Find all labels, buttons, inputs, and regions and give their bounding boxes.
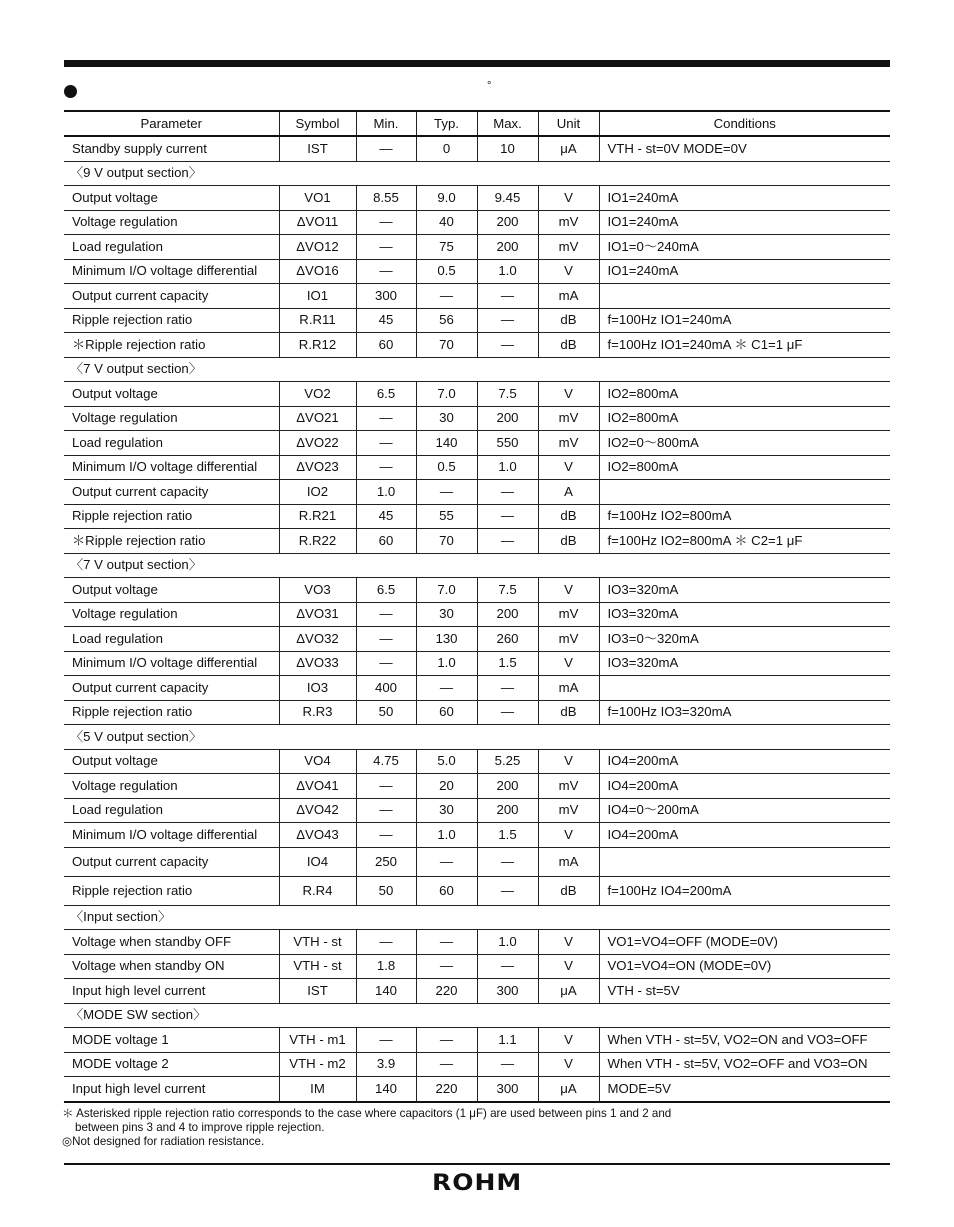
- parameter-cell: Ripple rejection ratio: [64, 876, 279, 905]
- conditions-cell: [599, 676, 890, 701]
- table-row: [64, 259, 890, 284]
- symbol-cell: ΔVO23: [279, 455, 356, 480]
- symbol-cell: IO1: [279, 284, 356, 309]
- min-cell: 3.9: [356, 1052, 416, 1077]
- min-cell: 250: [356, 847, 416, 876]
- table-row: [64, 1028, 890, 1053]
- min-cell: 60: [356, 529, 416, 554]
- typ-cell: 30: [416, 406, 477, 431]
- min-cell: —: [356, 602, 416, 627]
- section-row: [64, 357, 890, 382]
- conditions-cell: f=100Hz IO2=800mA ＊ C2=1 μF: [599, 529, 890, 554]
- footnote-asterisk-continued: between pins 3 and 4 to improve ripple rejection.: [75, 1121, 325, 1134]
- max-cell: 260: [477, 627, 538, 652]
- conditions-cell: IO2=0～800mA: [599, 431, 890, 456]
- symbol-cell: VO3: [279, 578, 356, 603]
- table-body: [64, 136, 890, 1102]
- symbol-cell: ΔVO33: [279, 651, 356, 676]
- parameter-cell: Load regulation: [64, 627, 279, 652]
- symbol-cell: ΔVO11: [279, 210, 356, 235]
- max-cell: —: [477, 847, 538, 876]
- section-label: 〈9 V output section〉: [64, 161, 890, 186]
- parameter-cell: MODE voltage 1: [64, 1028, 279, 1053]
- unit-cell: mV: [538, 602, 599, 627]
- unit-cell: μA: [538, 1077, 599, 1102]
- table-row: [64, 382, 890, 407]
- symbol-cell: R.R12: [279, 333, 356, 358]
- table-row: [64, 749, 890, 774]
- table-row: [64, 651, 890, 676]
- conditions-cell: IO1=0～240mA: [599, 235, 890, 260]
- symbol-cell: VTH - m1: [279, 1028, 356, 1053]
- conditions-cell: f=100Hz IO3=320mA: [599, 700, 890, 725]
- table-row: [64, 823, 890, 848]
- table-row: [64, 504, 890, 529]
- table-row: [64, 774, 890, 799]
- parameter-cell: Ripple rejection ratio: [64, 504, 279, 529]
- conditions-cell: IO1=240mA: [599, 259, 890, 284]
- min-cell: —: [356, 455, 416, 480]
- typ-cell: —: [416, 847, 477, 876]
- typ-cell: 70: [416, 529, 477, 554]
- table-row: [64, 1077, 890, 1102]
- max-cell: 300: [477, 1077, 538, 1102]
- unit-cell: dB: [538, 700, 599, 725]
- conditions-cell: IO3=320mA: [599, 602, 890, 627]
- typ-cell: 60: [416, 700, 477, 725]
- parameter-cell: MODE voltage 2: [64, 1052, 279, 1077]
- min-cell: 45: [356, 504, 416, 529]
- max-cell: 1.5: [477, 823, 538, 848]
- min-cell: 50: [356, 700, 416, 725]
- typ-cell: —: [416, 930, 477, 955]
- max-cell: 10: [477, 136, 538, 161]
- min-cell: —: [356, 210, 416, 235]
- section-label: 〈7 V output section〉: [64, 357, 890, 382]
- parameter-cell: ＊Ripple rejection ratio: [64, 529, 279, 554]
- max-cell: —: [477, 700, 538, 725]
- section-row: [64, 725, 890, 750]
- column-header: Unit: [538, 111, 599, 136]
- min-cell: —: [356, 774, 416, 799]
- conditions-cell: f=100Hz IO2=800mA: [599, 504, 890, 529]
- min-cell: —: [356, 235, 416, 260]
- typ-cell: 20: [416, 774, 477, 799]
- typ-cell: 0.5: [416, 259, 477, 284]
- conditions-cell: IO4=200mA: [599, 749, 890, 774]
- conditions-cell: [599, 480, 890, 505]
- conditions-cell: IO4=0～200mA: [599, 798, 890, 823]
- conditions-cell: IO3=0～320mA: [599, 627, 890, 652]
- max-cell: 200: [477, 602, 538, 627]
- conditions-cell: IO1=240mA: [599, 186, 890, 211]
- typ-cell: 60: [416, 876, 477, 905]
- typ-cell: 1.0: [416, 823, 477, 848]
- parameter-cell: Voltage regulation: [64, 210, 279, 235]
- max-cell: 200: [477, 210, 538, 235]
- min-cell: 140: [356, 1077, 416, 1102]
- min-cell: 45: [356, 308, 416, 333]
- electrical-characteristics-table: [64, 110, 890, 1103]
- table-row: [64, 876, 890, 905]
- max-cell: 200: [477, 235, 538, 260]
- table-row: [64, 333, 890, 358]
- conditions-cell: IO2=800mA: [599, 455, 890, 480]
- symbol-cell: ΔVO31: [279, 602, 356, 627]
- max-cell: —: [477, 333, 538, 358]
- conditions-cell: IO2=800mA: [599, 382, 890, 407]
- typ-cell: 7.0: [416, 382, 477, 407]
- unit-cell: mV: [538, 431, 599, 456]
- max-cell: —: [477, 529, 538, 554]
- typ-cell: 40: [416, 210, 477, 235]
- unit-cell: V: [538, 749, 599, 774]
- min-cell: 6.5: [356, 578, 416, 603]
- max-cell: 9.45: [477, 186, 538, 211]
- unit-cell: μA: [538, 136, 599, 161]
- max-cell: —: [477, 876, 538, 905]
- typ-cell: —: [416, 1052, 477, 1077]
- typ-cell: 55: [416, 504, 477, 529]
- parameter-cell: Load regulation: [64, 235, 279, 260]
- min-cell: 400: [356, 676, 416, 701]
- parameter-cell: Ripple rejection ratio: [64, 700, 279, 725]
- column-header: Conditions: [599, 111, 890, 136]
- table-row: [64, 676, 890, 701]
- max-cell: 200: [477, 774, 538, 799]
- unit-cell: mV: [538, 627, 599, 652]
- unit-cell: V: [538, 651, 599, 676]
- min-cell: —: [356, 823, 416, 848]
- min-cell: 1.0: [356, 480, 416, 505]
- column-header: Parameter: [64, 111, 279, 136]
- unit-cell: mV: [538, 798, 599, 823]
- symbol-cell: R.R11: [279, 308, 356, 333]
- table-row: [64, 480, 890, 505]
- parameter-cell: Output current capacity: [64, 480, 279, 505]
- max-cell: 200: [477, 406, 538, 431]
- max-cell: 1.0: [477, 930, 538, 955]
- min-cell: 50: [356, 876, 416, 905]
- symbol-cell: ΔVO42: [279, 798, 356, 823]
- unit-cell: V: [538, 578, 599, 603]
- max-cell: —: [477, 1052, 538, 1077]
- unit-cell: dB: [538, 504, 599, 529]
- section-row: [64, 905, 890, 930]
- table-row: [64, 431, 890, 456]
- conditions-cell: When VTH - st=5V, VO2=ON and VO3=OFF: [599, 1028, 890, 1053]
- symbol-cell: R.R4: [279, 876, 356, 905]
- top-rule: [64, 60, 890, 67]
- unit-cell: dB: [538, 529, 599, 554]
- min-cell: 140: [356, 979, 416, 1004]
- table-row: [64, 979, 890, 1004]
- min-cell: —: [356, 930, 416, 955]
- symbol-cell: R.R21: [279, 504, 356, 529]
- unit-cell: V: [538, 382, 599, 407]
- parameter-cell: Voltage regulation: [64, 774, 279, 799]
- column-header: Min.: [356, 111, 416, 136]
- table-row: [64, 700, 890, 725]
- table-row: [64, 954, 890, 979]
- max-cell: —: [477, 676, 538, 701]
- table-row: [64, 602, 890, 627]
- symbol-cell: ΔVO16: [279, 259, 356, 284]
- typ-cell: 0.5: [416, 455, 477, 480]
- parameter-cell: Output voltage: [64, 578, 279, 603]
- parameter-cell: Voltage regulation: [64, 406, 279, 431]
- typ-cell: 1.0: [416, 651, 477, 676]
- unit-cell: dB: [538, 876, 599, 905]
- symbol-cell: ΔVO43: [279, 823, 356, 848]
- footnotes: [62, 1107, 671, 1149]
- table-row: [64, 930, 890, 955]
- parameter-cell: Voltage when standby OFF: [64, 930, 279, 955]
- table-row: [64, 578, 890, 603]
- symbol-cell: VTH - st: [279, 954, 356, 979]
- table-row: [64, 210, 890, 235]
- degree-mark: °: [487, 80, 492, 92]
- table-row: [64, 136, 890, 161]
- symbol-cell: VO2: [279, 382, 356, 407]
- min-cell: 300: [356, 284, 416, 309]
- section-label: 〈MODE SW section〉: [64, 1003, 890, 1028]
- rohm-logo: ROHM: [432, 1169, 523, 1196]
- symbol-cell: IM: [279, 1077, 356, 1102]
- symbol-cell: R.R3: [279, 700, 356, 725]
- min-cell: —: [356, 1028, 416, 1053]
- footnote-asterisk: ＊ Asterisked ripple rejection ratio corresponds to the case where capacitors (1 μF) are used between pins 1 and 2 and: [62, 1107, 672, 1120]
- parameter-cell: Minimum I/O voltage differential: [64, 455, 279, 480]
- section-row: [64, 553, 890, 578]
- parameter-cell: Load regulation: [64, 431, 279, 456]
- table-row: [64, 627, 890, 652]
- unit-cell: V: [538, 1052, 599, 1077]
- symbol-cell: ΔVO22: [279, 431, 356, 456]
- column-header: Symbol: [279, 111, 356, 136]
- unit-cell: dB: [538, 308, 599, 333]
- typ-cell: —: [416, 1028, 477, 1053]
- section-label: 〈5 V output section〉: [64, 725, 890, 750]
- section-label: 〈Input section〉: [64, 905, 890, 930]
- symbol-cell: VTH - st: [279, 930, 356, 955]
- symbol-cell: IO3: [279, 676, 356, 701]
- parameter-cell: ＊Ripple rejection ratio: [64, 333, 279, 358]
- table-row: [64, 1052, 890, 1077]
- conditions-cell: VTH - st=0V MODE=0V: [599, 136, 890, 161]
- min-cell: 4.75: [356, 749, 416, 774]
- parameter-cell: Output current capacity: [64, 284, 279, 309]
- section-row: [64, 1003, 890, 1028]
- typ-cell: 30: [416, 798, 477, 823]
- max-cell: —: [477, 308, 538, 333]
- unit-cell: V: [538, 186, 599, 211]
- table-row: [64, 284, 890, 309]
- typ-cell: 5.0: [416, 749, 477, 774]
- typ-cell: —: [416, 480, 477, 505]
- parameter-cell: Output current capacity: [64, 847, 279, 876]
- conditions-cell: When VTH - st=5V, VO2=OFF and VO3=ON: [599, 1052, 890, 1077]
- typ-cell: 7.0: [416, 578, 477, 603]
- min-cell: —: [356, 431, 416, 456]
- parameter-cell: Minimum I/O voltage differential: [64, 651, 279, 676]
- symbol-cell: IO4: [279, 847, 356, 876]
- column-header: Typ.: [416, 111, 477, 136]
- parameter-cell: Output voltage: [64, 186, 279, 211]
- unit-cell: mA: [538, 284, 599, 309]
- symbol-cell: IST: [279, 136, 356, 161]
- symbol-cell: R.R22: [279, 529, 356, 554]
- parameter-cell: Minimum I/O voltage differential: [64, 823, 279, 848]
- symbol-cell: ΔVO21: [279, 406, 356, 431]
- min-cell: —: [356, 651, 416, 676]
- table-row: [64, 186, 890, 211]
- section-row: [64, 161, 890, 186]
- conditions-cell: [599, 284, 890, 309]
- conditions-cell: IO3=320mA: [599, 651, 890, 676]
- conditions-cell: VO1=VO4=ON (MODE=0V): [599, 954, 890, 979]
- min-cell: 6.5: [356, 382, 416, 407]
- unit-cell: mV: [538, 210, 599, 235]
- typ-cell: 75: [416, 235, 477, 260]
- typ-cell: —: [416, 954, 477, 979]
- table-row: [64, 406, 890, 431]
- min-cell: —: [356, 136, 416, 161]
- max-cell: —: [477, 480, 538, 505]
- typ-cell: 0: [416, 136, 477, 161]
- symbol-cell: ΔVO41: [279, 774, 356, 799]
- unit-cell: V: [538, 455, 599, 480]
- max-cell: —: [477, 284, 538, 309]
- max-cell: —: [477, 954, 538, 979]
- parameter-cell: Input high level current: [64, 1077, 279, 1102]
- max-cell: 200: [477, 798, 538, 823]
- unit-cell: V: [538, 259, 599, 284]
- symbol-cell: ΔVO32: [279, 627, 356, 652]
- unit-cell: mV: [538, 406, 599, 431]
- conditions-cell: IO4=200mA: [599, 774, 890, 799]
- unit-cell: A: [538, 480, 599, 505]
- max-cell: 550: [477, 431, 538, 456]
- conditions-cell: f=100Hz IO1=240mA ＊ C1=1 μF: [599, 333, 890, 358]
- conditions-cell: IO1=240mA: [599, 210, 890, 235]
- typ-cell: 30: [416, 602, 477, 627]
- unit-cell: mV: [538, 774, 599, 799]
- symbol-cell: VO4: [279, 749, 356, 774]
- max-cell: 1.1: [477, 1028, 538, 1053]
- min-cell: 1.8: [356, 954, 416, 979]
- symbol-cell: VTH - m2: [279, 1052, 356, 1077]
- typ-cell: 9.0: [416, 186, 477, 211]
- table-row: [64, 847, 890, 876]
- conditions-cell: [599, 847, 890, 876]
- parameter-cell: Ripple rejection ratio: [64, 308, 279, 333]
- min-cell: —: [356, 406, 416, 431]
- table-row: [64, 798, 890, 823]
- conditions-cell: VTH - st=5V: [599, 979, 890, 1004]
- unit-cell: mA: [538, 847, 599, 876]
- min-cell: —: [356, 259, 416, 284]
- column-header: Max.: [477, 111, 538, 136]
- max-cell: 300: [477, 979, 538, 1004]
- min-cell: 60: [356, 333, 416, 358]
- unit-cell: mV: [538, 235, 599, 260]
- min-cell: —: [356, 627, 416, 652]
- parameter-cell: Standby supply current: [64, 136, 279, 161]
- parameter-cell: Voltage regulation: [64, 602, 279, 627]
- symbol-cell: IO2: [279, 480, 356, 505]
- max-cell: 1.0: [477, 455, 538, 480]
- typ-cell: 220: [416, 1077, 477, 1102]
- max-cell: —: [477, 504, 538, 529]
- typ-cell: 70: [416, 333, 477, 358]
- conditions-cell: f=100Hz IO1=240mA: [599, 308, 890, 333]
- unit-cell: dB: [538, 333, 599, 358]
- table-header-row: [64, 111, 890, 136]
- unit-cell: mA: [538, 676, 599, 701]
- conditions-cell: IO4=200mA: [599, 823, 890, 848]
- footnote-radiation: ◎Not designed for radiation resistance.: [62, 1135, 265, 1148]
- section-bullet-icon: [64, 85, 77, 98]
- conditions-cell: MODE=5V: [599, 1077, 890, 1102]
- symbol-cell: VO1: [279, 186, 356, 211]
- typ-cell: 140: [416, 431, 477, 456]
- max-cell: 7.5: [477, 578, 538, 603]
- symbol-cell: ΔVO12: [279, 235, 356, 260]
- typ-cell: 56: [416, 308, 477, 333]
- table-row: [64, 455, 890, 480]
- conditions-cell: f=100Hz IO4=200mA: [599, 876, 890, 905]
- min-cell: —: [356, 798, 416, 823]
- parameter-cell: Load regulation: [64, 798, 279, 823]
- symbol-cell: IST: [279, 979, 356, 1004]
- typ-cell: —: [416, 676, 477, 701]
- typ-cell: 130: [416, 627, 477, 652]
- bottom-rule: [64, 1163, 890, 1165]
- unit-cell: V: [538, 823, 599, 848]
- max-cell: 5.25: [477, 749, 538, 774]
- max-cell: 1.5: [477, 651, 538, 676]
- table-row: [64, 529, 890, 554]
- min-cell: 8.55: [356, 186, 416, 211]
- unit-cell: V: [538, 954, 599, 979]
- unit-cell: μA: [538, 979, 599, 1004]
- parameter-cell: Minimum I/O voltage differential: [64, 259, 279, 284]
- conditions-cell: VO1=VO4=OFF (MODE=0V): [599, 930, 890, 955]
- section-label: 〈7 V output section〉: [64, 553, 890, 578]
- conditions-cell: IO2=800mA: [599, 406, 890, 431]
- parameter-cell: Input high level current: [64, 979, 279, 1004]
- parameter-cell: Output current capacity: [64, 676, 279, 701]
- typ-cell: —: [416, 284, 477, 309]
- conditions-cell: IO3=320mA: [599, 578, 890, 603]
- unit-cell: V: [538, 1028, 599, 1053]
- table-row: [64, 308, 890, 333]
- max-cell: 7.5: [477, 382, 538, 407]
- parameter-cell: Output voltage: [64, 749, 279, 774]
- table-row: [64, 235, 890, 260]
- parameter-cell: Voltage when standby ON: [64, 954, 279, 979]
- max-cell: 1.0: [477, 259, 538, 284]
- typ-cell: 220: [416, 979, 477, 1004]
- unit-cell: V: [538, 930, 599, 955]
- parameter-cell: Output voltage: [64, 382, 279, 407]
